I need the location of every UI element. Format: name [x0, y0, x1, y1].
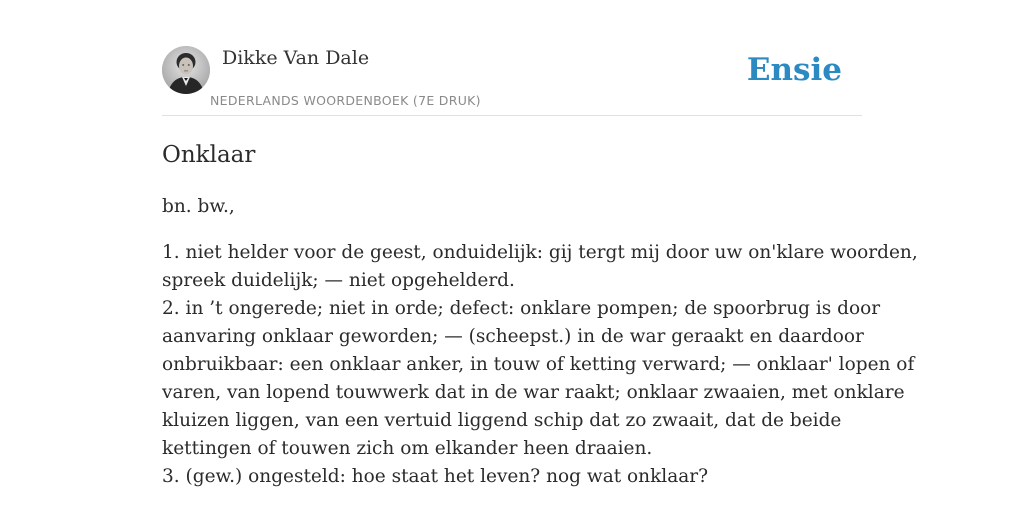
definition-line: 2. in ’t ongerede; niet in orde; defect: onklare pompen; de spoorbrug is door: [162, 298, 881, 319]
dictionary-source[interactable]: NEDERLANDS WOORDENBOEK (7E DRUK): [210, 93, 481, 108]
entry-title: Onklaar: [162, 142, 256, 168]
definition-line: kettingen of touwen zich om elkander heen draaien.: [162, 438, 653, 459]
entry-header: [162, 46, 862, 116]
author-avatar[interactable]: [162, 46, 210, 94]
definition-text: [162, 239, 918, 491]
definition-line: onbruikbaar: een onklaar anker, in touw of ketting verward; — onklaar' lopen of: [162, 354, 915, 375]
author-portrait-icon: [162, 46, 210, 94]
definition-line: varen, van lopend touwwerk dat in de war raakt; onklaar zwaaien, met onklare: [162, 382, 905, 403]
definition-line: kluizen liggen, van een vertuid liggend schip dat zo zwaait, dat de beide: [162, 410, 842, 431]
definition-line: spreek duidelijk; — niet opgehelderd.: [162, 270, 515, 291]
part-of-speech: bn. bw.,: [162, 196, 235, 217]
author-name[interactable]: Dikke Van Dale: [222, 47, 370, 69]
brand-logo[interactable]: Ensie: [746, 52, 842, 88]
definition-line: 1. niet helder voor de geest, onduidelijk: gij tergt mij door uw on'klare woorden,: [162, 242, 918, 263]
definition-line: 3. (gew.) ongesteld: hoe staat het leven? nog wat onklaar?: [162, 466, 709, 487]
definition-line: aanvaring onklaar geworden; — (scheepst.) in de war geraakt en daardoor: [162, 326, 864, 347]
